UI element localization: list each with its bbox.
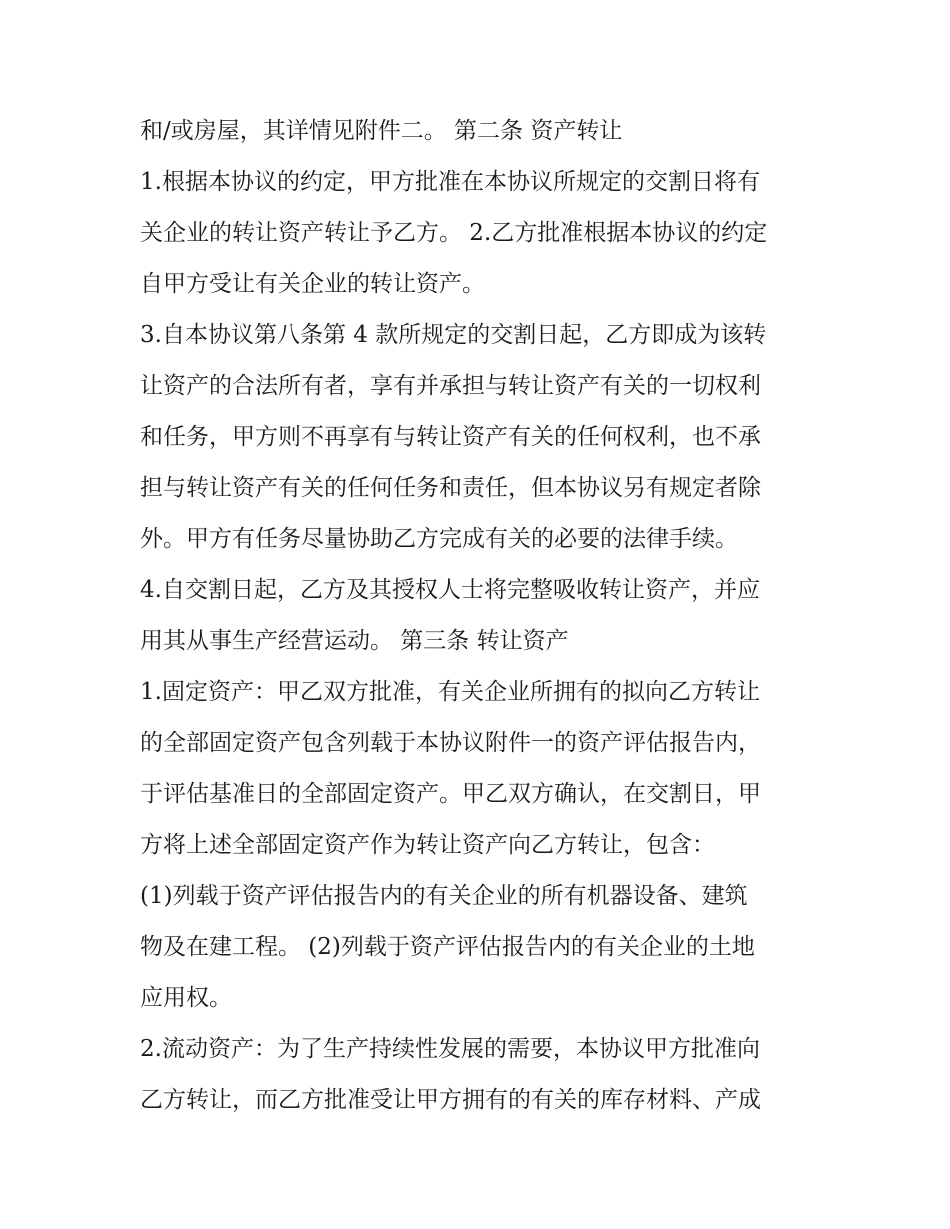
text-line: 3.自本协议第八条第 4 款所规定的交割日起，乙方即成为该转 — [140, 322, 767, 348]
text-line: 4.自交割日起，乙方及其授权人士将完整吸收转让资产，并应 — [140, 577, 760, 603]
text-line: 方将上述全部固定资产作为转让资产向乙方转让，包含： — [140, 832, 715, 858]
document-body — [140, 106, 830, 1126]
text-line: 乙方转让，而乙方批准受让甲方拥有的有关的库存材料、产成 — [140, 1087, 761, 1113]
text-line: 担与转让资产有关的任何任务和责任，但本协议另有规定者除 — [140, 475, 761, 501]
text-line: 用其从事生产经营运动。 第三条 转让资产 — [140, 628, 569, 654]
text-line: 物及在建工程。 (2)列载于资产评估报告内的有关企业的土地 — [140, 934, 755, 960]
text-line: 1.固定资产：甲乙双方批准，有关企业所拥有的拟向乙方转让 — [140, 679, 760, 705]
text-line: 和任务，甲方则不再享有与转让资产有关的任何权利，也不承 — [140, 424, 761, 450]
text-line: 关企业的转让资产转让予乙方。 2.乙方批准根据本协议的约定 — [140, 220, 768, 246]
text-line: 让资产的合法所有者，享有并承担与转让资产有关的一切权利 — [140, 373, 761, 399]
text-line: 自甲方受让有关企业的转让资产。 — [140, 271, 485, 297]
text-line: 1.根据本协议的约定，甲方批准在本协议所规定的交割日将有 — [140, 169, 760, 195]
text-line: 外。甲方有任务尽量协助乙方完成有关的必要的法律手续。 — [140, 526, 738, 552]
text-line: 于评估基准日的全部固定资产。甲乙双方确认，在交割日，甲 — [140, 781, 761, 807]
text-line: 2.流动资产：为了生产持续性发展的需要，本协议甲方批准向 — [140, 1036, 760, 1062]
text-line: 的全部固定资产包含列载于本协议附件一的资产评估报告内， — [140, 730, 761, 756]
text-line: (1)列载于资产评估报告内的有关企业的所有机器设备、建筑 — [140, 883, 748, 909]
text-line: 和/或房屋，其详情见附件二。 第二条 资产转让 — [140, 118, 623, 144]
text-line: 应用权。 — [140, 985, 232, 1011]
